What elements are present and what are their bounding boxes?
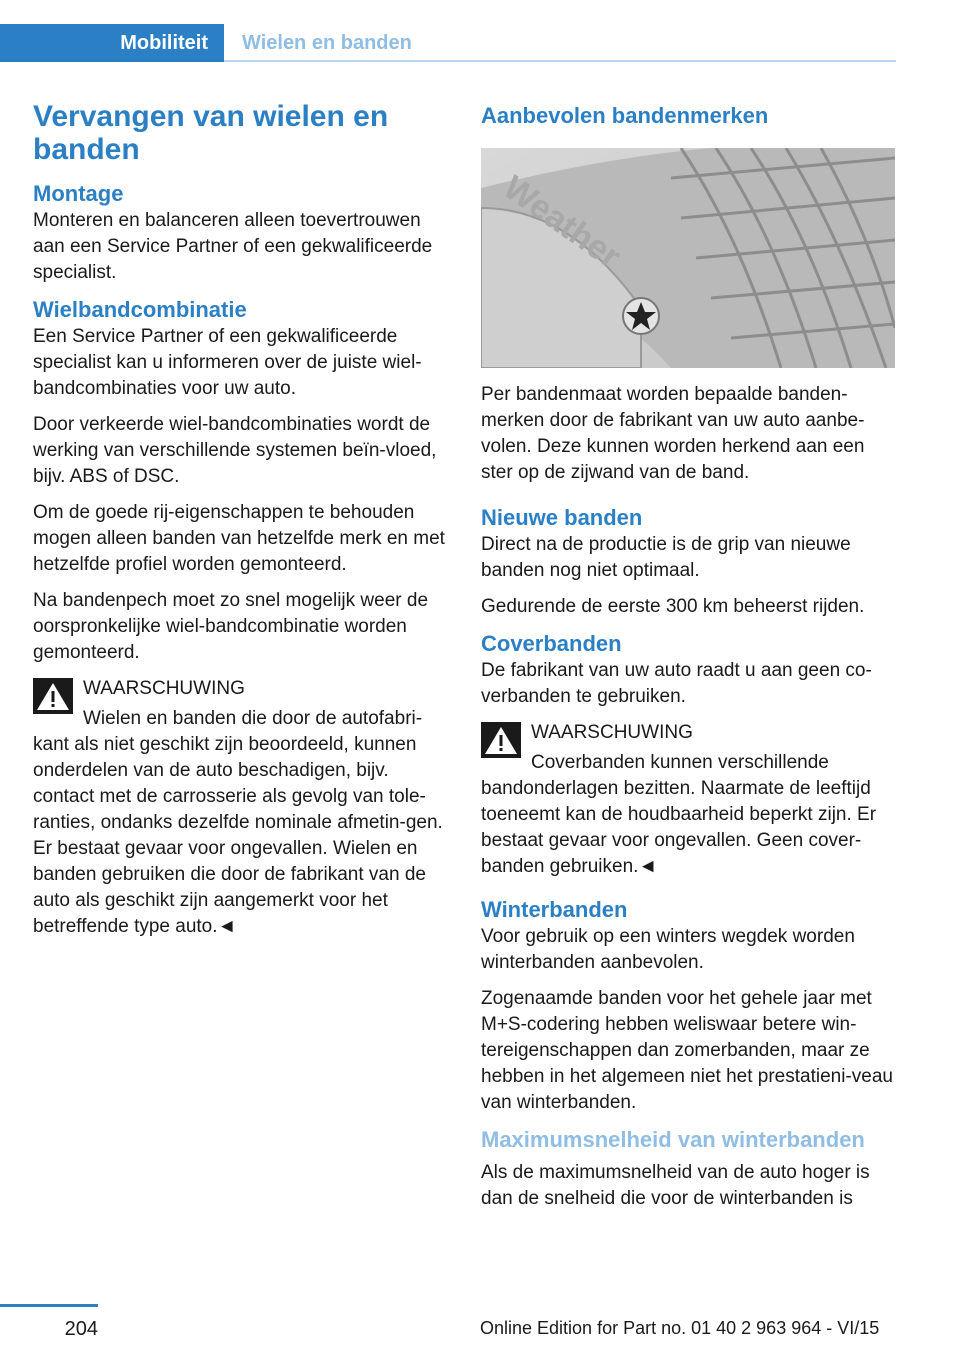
brands-heading: Aanbevolen bandenmerken	[481, 103, 769, 128]
left-column	[33, 100, 449, 940]
combo-paragraph-3: Om de goede rij-eigenschappen te behouden mogen alleen banden van hetzelfde merk en met hetzelfde profiel worden gemonteerd.	[33, 502, 445, 575]
right-column	[481, 100, 897, 1222]
new-heading: Nieuwe banden	[481, 505, 643, 530]
warning-text: Wielen en banden die door de autofabri-kant als niet geschikt zijn beoordeeld, kunnen onderdelen van de auto beschadigen, bijv. contact met de carrosserie als gevolg van tole-ranties, ondanks dezelfde nominale afmetin-gen. Er bestaat gevaar voor ongevallen. Wielen en banden gebruiken die door de fabrikant van de auto als geschikt zijn aangemerkt voor het betreffende type auto.◄	[33, 708, 443, 937]
section-winterbanden	[481, 896, 897, 1116]
montage-text: Monteren en balanceren alleen toevertrouwen aan een Service Partner of een gekwalificeerde specialist.	[33, 210, 433, 283]
edition-text: Online Edition for Part no. 01 40 2 963 964 - VI/15	[480, 1318, 880, 1338]
section-nieuwe-banden	[481, 504, 897, 620]
max-text: Als de maximumsnelheid van de auto hoger is dan de snelheid die voor de winterbanden is	[481, 1162, 870, 1209]
warning-title: WAARSCHUWING	[531, 722, 693, 743]
warning-icon	[33, 678, 73, 714]
max-heading: Maximumsnelheid van winterbanden	[481, 1127, 865, 1152]
section-wielbandcombinatie	[33, 296, 449, 666]
section-coverbanden	[481, 630, 897, 880]
warning-text: Coverbanden kunnen verschillende bandonderlagen bezitten. Naarmate de leeftijd toeneemt kan de houdbaarheid beperkt zijn. Er bestaat gevaar voor ongevallen. Geen cover-banden gebruiken.◄	[481, 752, 877, 877]
page-number: 204	[64, 1318, 98, 1340]
warning-title: WAARSCHUWING	[83, 678, 245, 699]
warning-block-left	[33, 676, 449, 940]
combo-paragraph-1: Een Service Partner of een gekwalificeerde specialist kan u informeren over de juiste wiel-bandcombinaties voor uw auto.	[33, 326, 422, 399]
section-maximumsnelheid	[481, 1126, 897, 1212]
tire-text: Weather	[496, 168, 628, 277]
combo-heading: Wielbandcombinatie	[33, 297, 247, 322]
section-montage	[33, 180, 449, 286]
footer-divider	[0, 1304, 98, 1307]
header-bar	[0, 0, 960, 62]
new-paragraph-1: Direct na de productie is de grip van nieuwe banden nog niet optimaal.	[481, 534, 851, 581]
montage-heading: Montage	[33, 181, 124, 206]
combo-paragraph-4: Na bandenpech moet zo snel mogelijk weer de oorspronkelijke wiel-bandcombinatie worden gemonteerd.	[33, 590, 429, 663]
tab-mobiliteit[interactable]: Mobiliteit	[0, 24, 224, 62]
brands-text: Per bandenmaat worden bepaalde banden-merken door de fabrikant van uw auto aanbe-volen. Deze kunnen worden herkend aan een ster op de zijwand van de band.	[481, 384, 865, 483]
tire-star-image	[481, 148, 895, 368]
winter-heading: Winterbanden	[481, 897, 628, 922]
warning-icon	[481, 722, 521, 758]
breadcrumb[interactable]: Wielen en banden	[242, 31, 412, 54]
warning-block-right	[481, 720, 897, 880]
winter-paragraph-2: Zogenaamde banden voor het gehele jaar met M+S-codering hebben weliswaar betere win-tereigenschappen dan zomerbanden, maar ze hebben in het algemeen niet het prestatieni-veau van winterbanden.	[481, 988, 893, 1113]
cover-text: De fabrikant van uw auto raadt u aan geen co-verbanden te gebruiken.	[481, 660, 872, 707]
cover-heading: Coverbanden	[481, 631, 622, 656]
winter-paragraph-1: Voor gebruik op een winters wegdek worden winterbanden aanbevolen.	[481, 926, 855, 973]
combo-paragraph-2: Door verkeerde wiel-bandcombinaties wordt de werking van verschillende systemen beïn-vloed, bijv. ABS of DSC.	[33, 414, 437, 487]
page-title: Vervangen van wielen en banden	[33, 100, 389, 166]
header-divider	[224, 60, 896, 62]
new-paragraph-2: Gedurende de eerste 300 km beheerst rijden.	[481, 596, 865, 617]
